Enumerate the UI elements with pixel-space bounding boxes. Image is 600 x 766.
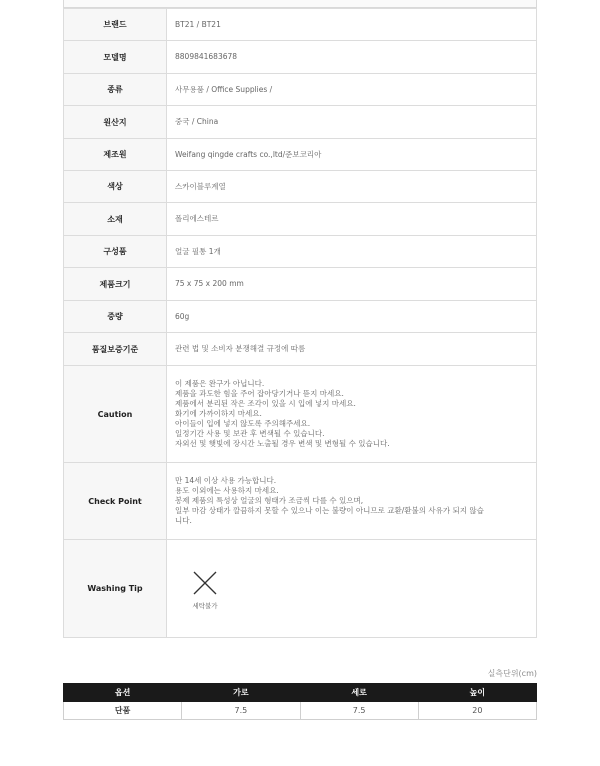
- spec-row-color: [64, 171, 537, 203]
- spec-row-warranty: [64, 333, 537, 366]
- spec-value-line: 60g: [175, 311, 190, 321]
- spec-row-model: [64, 41, 537, 74]
- spec-label: 모델명: [64, 41, 167, 74]
- spec-value: [167, 236, 537, 268]
- spec-value: [167, 463, 537, 540]
- spec-label: 구성품: [64, 236, 167, 268]
- spec-label: 브랜드: [64, 9, 167, 41]
- spec-value-line: 사무용품 / Office Supplies /: [175, 84, 273, 94]
- spec-value-line: 이 제품은 완구가 아닙니다.: [175, 379, 265, 388]
- spec-value-line: 얼굴 필통 1개: [175, 246, 221, 256]
- spec-value: [167, 366, 537, 463]
- no-wash-x-icon: [193, 571, 217, 595]
- spec-row-type: [64, 74, 537, 106]
- spec-value-line: 봉제 제품의 특성상 얼굴의 형태가 조금씩 다를 수 있으며,: [175, 496, 364, 505]
- washing-caption: 세탁불가: [192, 601, 218, 610]
- spec-value-line: 용도 이외에는 사용하지 마세요.: [175, 486, 279, 495]
- size-header-height: 높이: [418, 684, 536, 702]
- product-spec-table: [63, 8, 537, 638]
- spec-label: Caution: [64, 366, 167, 463]
- spec-value-line: 일정기간 사용 및 보관 후 변색될 수 있습니다.: [175, 429, 325, 438]
- spec-value: [167, 333, 537, 366]
- spec-value: [167, 74, 537, 106]
- spec-value: [167, 540, 537, 638]
- spec-row-manufacturer: [64, 139, 537, 171]
- spec-value: [167, 9, 537, 41]
- table-row: [64, 702, 537, 720]
- spec-value-line: 만 14세 이상 사용 가능합니다.: [175, 476, 277, 485]
- spec-row-material: [64, 203, 537, 236]
- spec-value: [167, 139, 537, 171]
- spec-value-line: 75 x 75 x 200 mm: [175, 279, 244, 288]
- spec-value-line: 일부 마감 상태가 깔끔하지 못할 수 있으나 이는 불량이 아니므로 교환/환불의 사유가 되지 않습: [175, 506, 484, 515]
- spec-value: [167, 301, 537, 333]
- spec-value-line: 관련 법 및 소비자 분쟁해결 규정에 따름: [175, 344, 306, 353]
- size-header-width: 가로: [182, 684, 300, 702]
- spec-row-washing-tip: [64, 540, 537, 638]
- spec-label: Check Point: [64, 463, 167, 540]
- spec-row-caution: [64, 366, 537, 463]
- spec-value: [167, 41, 537, 74]
- spec-value: [167, 268, 537, 301]
- size-cell-option: 단품: [64, 702, 182, 720]
- spec-value-line: Weifang qingde crafts co.,ltd/준보코리아: [175, 149, 322, 159]
- spec-row-weight: [64, 301, 537, 333]
- spec-value-line: 8809841683678: [175, 52, 238, 61]
- spec-row-components: [64, 236, 537, 268]
- size-header-option: 옵션: [64, 684, 182, 702]
- spec-label: 원산지: [64, 106, 167, 139]
- spec-row-size: [64, 268, 537, 301]
- size-cell-width: 7.5: [182, 702, 300, 720]
- spec-value: [167, 106, 537, 139]
- spec-label: 제품크기: [64, 268, 167, 301]
- spec-label: 제조원: [64, 139, 167, 171]
- washing-symbol: [175, 567, 235, 611]
- spec-label: Washing Tip: [64, 540, 167, 638]
- spec-row-check-point: [64, 463, 537, 540]
- spec-value-line: 니다.: [175, 516, 192, 525]
- spec-value-line: 중국 / China: [175, 117, 219, 126]
- spec-value-line: 자외선 및 햇빛에 장시간 노출될 경우 변색 및 변형될 수 있습니다.: [175, 439, 390, 448]
- spec-label: 품질보증기준: [64, 333, 167, 366]
- size-cell-height: 20: [418, 702, 536, 720]
- spec-label: 색상: [64, 171, 167, 203]
- spec-value-line: 제품에서 분리된 작은 조각이 있을 시 입에 넣지 마세요.: [175, 399, 356, 408]
- spec-value-line: 아이들이 입에 넣지 않도록 주의해주세요.: [175, 419, 311, 428]
- spec-label: 중량: [64, 301, 167, 333]
- size-cell-depth: 7.5: [300, 702, 418, 720]
- size-table-header-row: [64, 684, 537, 702]
- spec-value-line: 스카이블루계열: [175, 181, 226, 191]
- spec-row-brand: [64, 9, 537, 41]
- spec-label: 소재: [64, 203, 167, 236]
- previous-section-edge: [63, 0, 537, 8]
- spec-row-origin: [64, 106, 537, 139]
- spec-value: [167, 171, 537, 203]
- unit-note: 실측단위(cm): [487, 669, 537, 678]
- spec-value: [167, 203, 537, 236]
- size-header-depth: 세로: [300, 684, 418, 702]
- size-table: [63, 683, 537, 720]
- spec-value-line: BT21 / BT21: [175, 19, 221, 29]
- spec-value-line: 화기에 가까이하지 마세요.: [175, 409, 262, 418]
- spec-label: 종류: [64, 74, 167, 106]
- spec-value-line: 폴리에스테르: [175, 214, 219, 223]
- spec-value-line: 제품을 과도한 힘을 주어 잡아당기거나 뜯지 마세요.: [175, 389, 344, 398]
